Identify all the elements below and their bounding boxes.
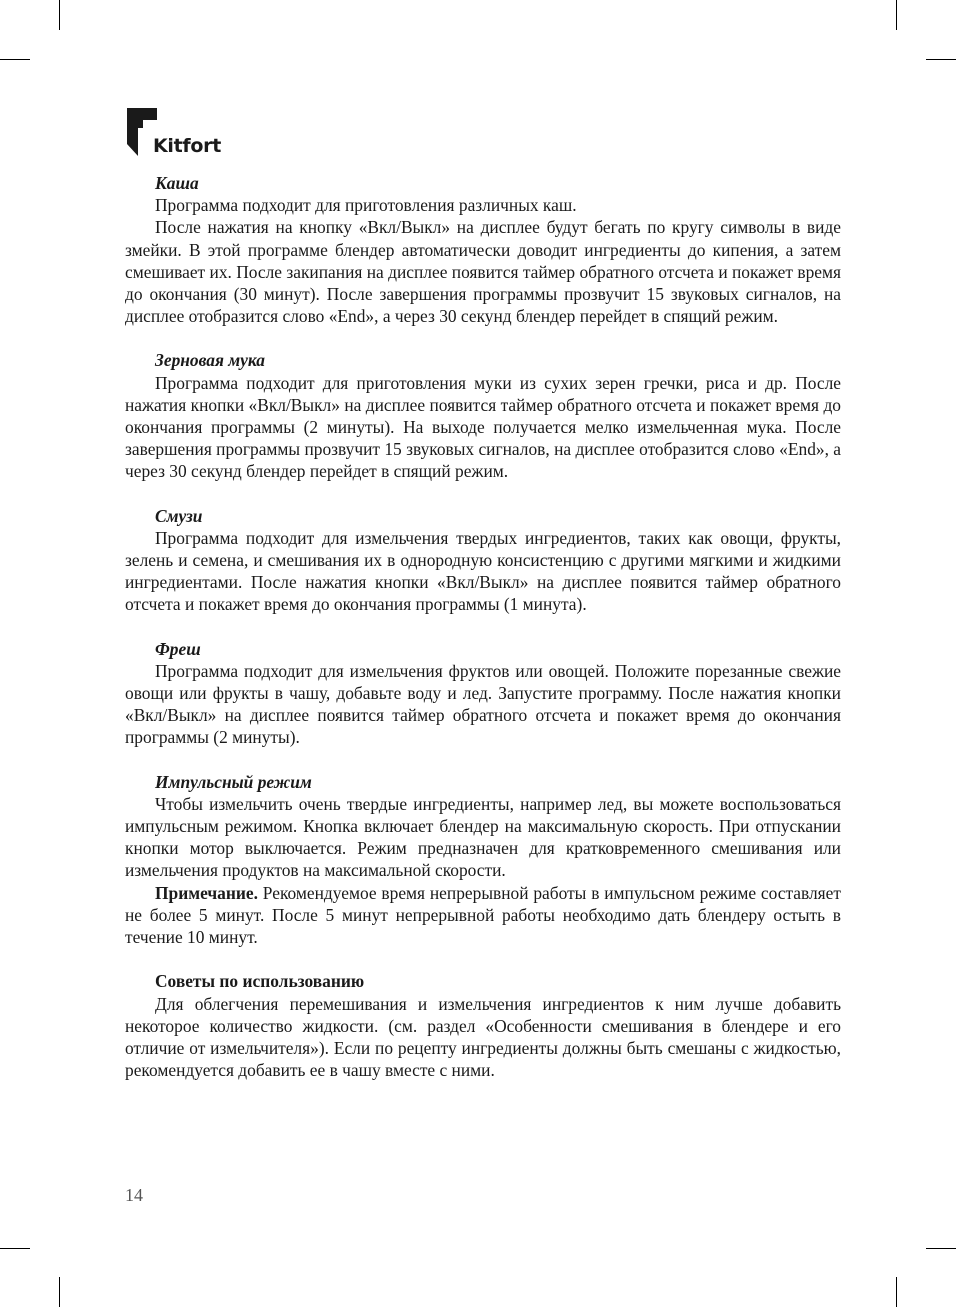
brand-name: Kitfort	[153, 135, 221, 157]
crop-mark-bottom-right-h	[926, 1248, 956, 1249]
section-fresh	[125, 638, 841, 749]
crop-mark-top-right-h	[926, 59, 956, 60]
paragraph: Программа подходит для измельчения фруктов или овощей. Положите порезанные свежие овощи или фрукты в чашу, добавьте воду и лед. Запустите программу. После нажатия кнопки «Вкл/Выкл» на дисплее появится таймер обратного отсчета и покажет время до окончания программы (2 минуты).	[125, 660, 841, 748]
crop-mark-bottom-left	[59, 1277, 60, 1307]
crop-mark-bottom-right	[896, 1277, 897, 1307]
section-usage-tips	[125, 970, 841, 1081]
section-heading: Зерновая мука	[155, 350, 265, 371]
section-pulse-mode	[125, 771, 841, 949]
section-heading: Импульсный режим	[155, 771, 312, 792]
brand-logo	[125, 108, 235, 158]
section-heading: Советы по использованию	[155, 971, 365, 992]
crop-mark-top-left-h	[0, 59, 30, 60]
section-kasha	[125, 172, 841, 327]
crop-mark-bottom-left-h	[0, 1248, 30, 1249]
section-heading: Каша	[155, 173, 199, 193]
page-content	[125, 172, 841, 1103]
paragraph: Программа подходит для измельчения твердых ингредиентов, таких как овощи, фрукты, зелень и семена, и смешивания их в однородную консистенцию с другими мягкими и жидкими ингредиентами. После нажатия кнопки «Вкл/Выкл» на дисплее появится таймер обратного отсчета и покажет время до окончания программы (1 минута).	[125, 527, 841, 615]
note-paragraph	[125, 882, 841, 949]
paragraph: Программа подходит для приготовления различных каш.	[155, 195, 577, 216]
crop-mark-top-right	[896, 0, 897, 30]
paragraph: Для облегчения перемешивания и измельчения ингредиентов к ним лучше добавить некоторое количество жидкости. (см. раздел «Особенности смешивания в блендере и его отличие от измельчителя»). Если по рецепту ингредиенты должны быть смешаны с жидкостью, рекомендуется добавить ее в чашу вместе с ними.	[125, 993, 841, 1081]
section-heading: Фреш	[155, 638, 201, 659]
paragraph: После нажатия на кнопку «Вкл/Выкл» на дисплее будут бегать по кругу символы в виде змейки. В этой программе блендер автоматически доводит ингредиенты до кипения, а затем смешивает их. После закипания на дисплее появится таймер обратного отсчета и покажет время до окончания (30 минут). После завершения программы прозвучит 15 звуковых сигналов, на дисплее отобразится слово «End», а через 30 секунд блендер перейдет в спящий режим.	[125, 217, 841, 327]
section-heading: Смузи	[155, 505, 203, 526]
page-number: 14	[125, 1185, 143, 1205]
paragraph: Программа подходит для приготовления муки из сухих зерен гречки, риса и др. После нажатия кнопки «Вкл/Выкл» на дисплее появится таймер обратного отсчета и покажет время до окончания программы (2 минуты). На выходе получается мелко измельченная мука. После завершения программы прозвучит 15 звуковых сигналов, на дисплее отобразится слово «End», а через 30 секунд блендер перейдет в спящий режим.	[125, 372, 841, 482]
note-label: Примечание.	[155, 882, 258, 903]
paragraph: Чтобы измельчить очень твердые ингредиенты, например лед, вы можете воспользоваться импульсным режимом. Кнопка включает блендер на максимальную скорость. При отпускании кнопки мотор выключается. Режим предназначен для кратковременного смешивания или измельчения продуктов на максимальной скорости.	[125, 793, 841, 881]
crop-mark-top-left	[59, 0, 60, 30]
note-text: Рекомендуемое время непрерывной работы в импульсном режиме составляет не более 5 минут. После 5 минут непрерывной работы необходимо дать блендеру остыть в течение 10 минут.	[125, 882, 841, 948]
section-smoothie	[125, 505, 841, 616]
section-grain-flour	[125, 349, 841, 482]
